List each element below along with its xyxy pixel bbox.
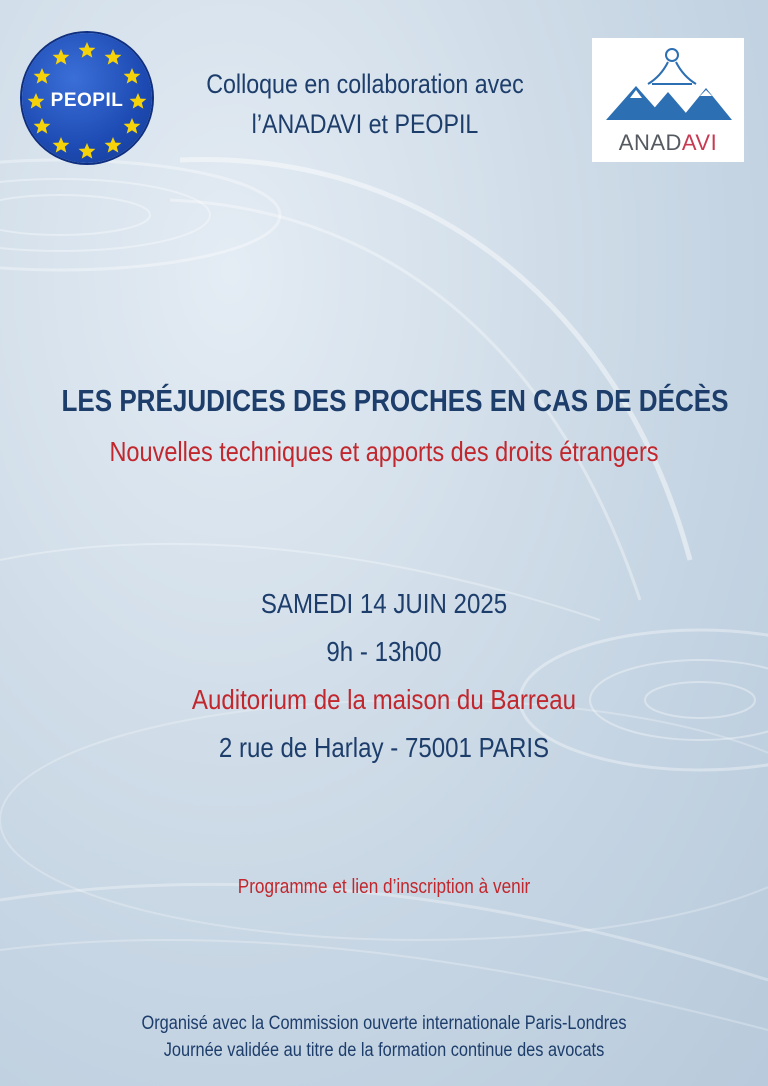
- peopil-logo-text: PEOPIL: [50, 90, 124, 111]
- event-date: SAMEDI 14 JUIN 2025: [260, 588, 508, 619]
- anadavi-logo-text: [592, 130, 744, 156]
- program-note: Programme et lien d’inscription à venir: [237, 876, 531, 898]
- anadavi-logo-text-part2: AVI: [681, 130, 718, 155]
- anadavi-logo-text-part1: ANAD: [618, 130, 682, 155]
- footer-organizer: Organisé avec la Commission ouverte internationale Paris-Londres: [141, 1013, 627, 1034]
- event-subtitle: Nouvelles techniques et apports des droits étrangers: [109, 436, 659, 467]
- anadavi-logo: [592, 38, 744, 162]
- event-address: 2 rue de Harlay - 75001 PARIS: [218, 732, 550, 763]
- event-venue: Auditorium de la maison du Barreau: [191, 684, 577, 715]
- event-time: 9h - 13h00: [326, 636, 442, 667]
- footer-accreditation: Journée validée au titre de la formation continue des avocats: [163, 1040, 605, 1061]
- header-line-2: l’ANADAVI et PEOPIL: [251, 109, 479, 139]
- header-line-1: Colloque en collaboration avec: [206, 69, 524, 99]
- peopil-logo: [22, 33, 152, 163]
- event-title: LES PRÉJUDICES DES PROCHES EN CAS DE DÉCÈS: [61, 383, 729, 418]
- header-collaboration: [189, 64, 542, 144]
